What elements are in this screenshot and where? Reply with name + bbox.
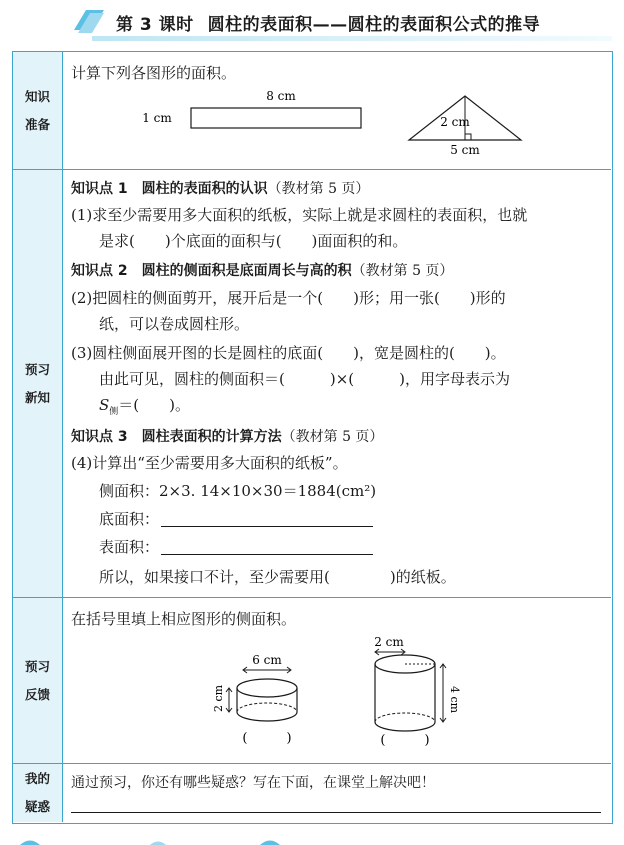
row-content xyxy=(71,764,603,822)
triangle-figure xyxy=(399,90,539,160)
row-content xyxy=(71,170,603,597)
row-label: 预习 新知 xyxy=(13,170,63,597)
row-knowledge-prep xyxy=(13,52,611,170)
header-strip xyxy=(92,36,612,41)
row-label: 我的 疑惑 xyxy=(13,764,63,822)
kp1-heading: 知识点 1 圆柱的表面积的认识（教材第 5 页） xyxy=(71,181,370,197)
q3-line3: $S_侧=$( )。 xyxy=(99,396,191,417)
cyl2-diameter-label: 2 cm xyxy=(374,635,404,649)
doubts-writing-line[interactable] xyxy=(71,812,601,813)
row-label: 预习 反馈 xyxy=(13,598,63,763)
row-content xyxy=(71,52,603,169)
surface-area-label: 表面积： xyxy=(99,538,160,556)
cyl1-answer-blank[interactable]: ( ) xyxy=(242,731,292,746)
tri-height-label: 2 cm xyxy=(440,115,470,129)
rectangle-figure xyxy=(141,88,371,138)
q3-line1: (3)圆柱侧面展开图的长是圆柱的底面( )，宽是圆柱的( )。 xyxy=(71,344,506,362)
surface-area-blank[interactable] xyxy=(161,554,373,555)
side-area-line: 侧面积：2×3. 14×10×30＝1884(cm²) xyxy=(99,482,377,500)
lesson-number: 第 3 课时 xyxy=(116,15,194,35)
row-my-doubts xyxy=(13,764,611,822)
cyl2-answer-blank[interactable]: ( ) xyxy=(380,733,430,748)
q1-line2: 是求( )个底面的面积与( )面面积的和。 xyxy=(99,232,408,250)
row-preview-feedback xyxy=(13,598,611,764)
kp3-heading: 知识点 3 圆柱表面积的计算方法（教材第 5 页） xyxy=(71,429,384,445)
cylinder-short-figure xyxy=(211,650,321,750)
kp2-heading: 知识点 2 圆柱的侧面积是底面周长与高的积（教材第 5 页） xyxy=(71,263,454,279)
base-area-label: 底面积： xyxy=(99,510,160,528)
cyl1-diameter-label: 6 cm xyxy=(252,653,282,667)
rect-width-label: 8 cm xyxy=(266,89,296,103)
q1-line1: (1)求至少需要用多大面积的纸板，实际上就是求圆柱的表面积，也就 xyxy=(71,206,528,224)
row-preview-new xyxy=(13,170,611,598)
prep-prompt: 计算下列各图形的面积。 xyxy=(71,64,237,82)
q4-line1: (4)计算出“至少需要用多大面积的纸板”。 xyxy=(71,454,348,472)
footer-decoration xyxy=(0,832,624,845)
cylinder-tall-figure xyxy=(361,634,471,752)
q2-line1: (2)把圆柱的侧面剪开，展开后是一个( )形；用一张( )形的 xyxy=(71,289,506,307)
conclusion-line: 所以，如果接口不计，至少需要用( )的纸板。 xyxy=(99,568,456,586)
row-label: 知识 准备 xyxy=(13,52,63,169)
doubts-prompt: 通过预习，你还有哪些疑惑？写在下面，在课堂上解决吧！ xyxy=(71,775,435,791)
tri-base-label: 5 cm xyxy=(450,143,480,157)
row-content xyxy=(71,598,603,763)
base-area-blank[interactable] xyxy=(161,526,373,527)
q2-line2: 纸，可以卷成圆柱形。 xyxy=(99,315,250,333)
q3-line2: 由此可见，圆柱的侧面积＝( )×( )，用字母表示为 xyxy=(99,370,510,388)
feedback-prompt: 在括号里填上相应图形的侧面积。 xyxy=(71,610,297,628)
book-icon xyxy=(72,6,106,36)
lesson-title: 圆柱的表面积——圆柱的表面积公式的推导 xyxy=(207,15,541,35)
rect-height-label: 1 cm xyxy=(142,111,172,125)
worksheet-table xyxy=(12,51,613,824)
lesson-header xyxy=(0,0,624,44)
page-title xyxy=(116,10,540,35)
cyl1-height-label: 2 cm xyxy=(212,684,225,712)
cyl2-height-label: 4 cm xyxy=(448,686,461,714)
